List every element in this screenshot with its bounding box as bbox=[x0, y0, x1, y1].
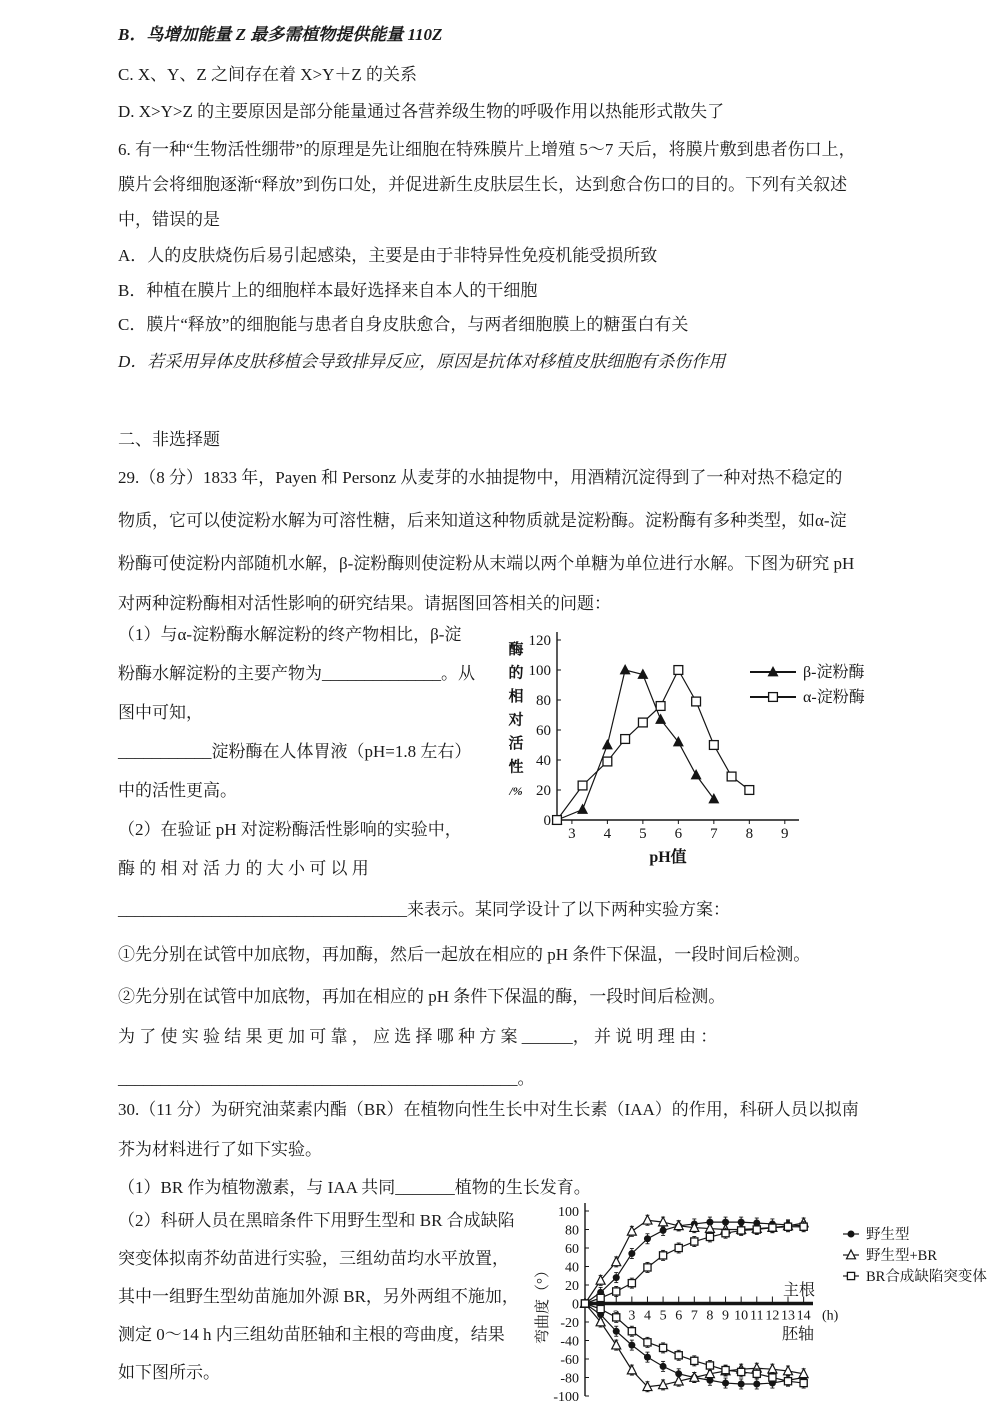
svg-text:80: 80 bbox=[536, 693, 551, 709]
svg-text:酶: 酶 bbox=[508, 642, 524, 658]
option-b-line: B．鸟增加能量 Z 最多需植物提供能量 110Z bbox=[118, 25, 443, 44]
svg-text:9: 9 bbox=[722, 1308, 730, 1324]
svg-text:4: 4 bbox=[603, 826, 612, 842]
svg-text:13: 13 bbox=[781, 1308, 796, 1324]
svg-text:40: 40 bbox=[565, 1260, 579, 1276]
svg-text:5: 5 bbox=[639, 826, 647, 842]
svg-text:4: 4 bbox=[643, 1308, 651, 1324]
svg-text:-40: -40 bbox=[560, 1334, 579, 1350]
q29-intro-line-3: 粉酶可使淀粉内部随机水解，β-淀粉酶则使淀粉从末端以两个单糖为单位进行水解。下图为研究 pH bbox=[118, 554, 855, 573]
q6-stem-line-1: 6. 有一种“生物活性绷带”的原理是先让细胞在特殊膜片上增殖 5～7 天后，将膜片敷到患者伤口上， bbox=[118, 140, 856, 159]
svg-text:7: 7 bbox=[690, 1308, 698, 1324]
q30-part2-line-2: 突变体拟南芥幼苗进行实验，三组幼苗均水平放置， bbox=[118, 1249, 509, 1268]
q29-plan1-line: ①先分别在试管中加底物，再加酶，然后一起放在相应的 pH 条件下保温，一段时间后检测。 bbox=[118, 945, 811, 964]
q6-stem-line-2: 膜片会将细胞逐渐“释放”到伤口处，并促进新生皮肤层生长，达到愈合伤口的目的。下列有关叙述 bbox=[118, 175, 848, 194]
ph-activity-chart bbox=[500, 618, 910, 866]
svg-text:胚轴: 胚轴 bbox=[782, 1326, 815, 1343]
svg-text:的: 的 bbox=[508, 665, 524, 682]
svg-text:100: 100 bbox=[558, 1205, 579, 1220]
svg-text:对: 对 bbox=[508, 712, 524, 729]
option-d-line: D. X>Y>Z 的主要原因是部分能量通过各营养级生物的呼吸作用以热能形式散失了 bbox=[118, 102, 725, 121]
svg-text:6: 6 bbox=[674, 826, 683, 842]
q6-option-a: A．人的皮肤烧伤后易引起感染，主要是由于非特异性免疫机能受损所致 bbox=[118, 246, 658, 265]
q6-option-b: B．种植在膜片上的细胞样本最好选择来自本人的干细胞 bbox=[118, 281, 538, 300]
q29-part1-line-3: 图中可知， bbox=[118, 703, 203, 722]
q29-part1-line-5: 中的活性更高。 bbox=[118, 781, 237, 800]
svg-text:3: 3 bbox=[568, 826, 576, 842]
q29-intro-line-2: 物质，它可以使淀粉水解为可溶性糖，后来知道这种物质就是淀粉酶。淀粉酶有多种类型，如α-淀 bbox=[118, 511, 847, 530]
svg-text:100: 100 bbox=[528, 663, 551, 679]
q30-part2-line-4: 测定 0～14 h 内三组幼苗胚轴和主根的弯曲度，结果 bbox=[118, 1325, 505, 1344]
svg-text:β-淀粉酶: β-淀粉酶 bbox=[803, 664, 865, 681]
q29-choose-line: 为 了 使 实 验 结 果 更 加 可 靠 ， 应 选 择 哪 种 方 案 ______， 并 说 明 理 由 ： bbox=[118, 1027, 718, 1046]
svg-text:0: 0 bbox=[543, 813, 551, 829]
q6-option-c: C．膜片“释放”的细胞能与患者自身皮肤愈合，与两者细胞膜上的糖蛋白有关 bbox=[118, 315, 689, 334]
q30-intro-line-2: 芥为材料进行了如下实验。 bbox=[118, 1140, 322, 1159]
svg-text:14: 14 bbox=[796, 1308, 811, 1324]
chart-svg bbox=[533, 1196, 992, 1403]
svg-text:-20: -20 bbox=[560, 1316, 579, 1331]
section-title: 二、非选择题 bbox=[118, 430, 220, 449]
q29-part1-line-4: ___________淀粉酶在人体胃液（pH=1.8 左右） bbox=[118, 742, 472, 761]
svg-text:20: 20 bbox=[536, 783, 551, 799]
q29-intro-line-4: 对两种淀粉酶相对活性影响的研究结果。请据图回答相关的问题： bbox=[118, 594, 611, 613]
q30-part2-line-1: （2）科研人员在黑暗条件下用野生型和 BR 合成缺陷 bbox=[118, 1211, 515, 1230]
svg-text:主根: 主根 bbox=[783, 1282, 816, 1299]
svg-text:/%: /% bbox=[509, 784, 523, 798]
svg-text:80: 80 bbox=[565, 1223, 579, 1239]
svg-text:5: 5 bbox=[659, 1308, 667, 1324]
svg-text:40: 40 bbox=[536, 753, 551, 769]
chart-svg bbox=[500, 618, 910, 866]
svg-text:11: 11 bbox=[750, 1308, 764, 1324]
q30-part2-line-3: 其中一组野生型幼苗施加外源 BR，另外两组不施加， bbox=[118, 1287, 519, 1306]
svg-text:120: 120 bbox=[528, 633, 551, 649]
svg-text:6: 6 bbox=[675, 1308, 683, 1324]
q29-part2-line-2: 酶 的 相 对 活 力 的 大 小 可 以 用 bbox=[118, 859, 369, 878]
q29-intro-line-1: 29.（8 分）1833 年，Payen 和 Personz 从麦芽的水抽提物中，用酒精沉淀得到了一种对热不稳定的 bbox=[118, 468, 843, 487]
svg-text:活: 活 bbox=[508, 736, 524, 752]
q29-part1-line-1: （1）与α-淀粉酶水解淀粉的终产物相比，β-淀 bbox=[118, 625, 462, 644]
svg-text:-100: -100 bbox=[553, 1390, 579, 1405]
q29-cont-line: __________________________________来表示。某同学设计了以下两种实验方案： bbox=[118, 900, 730, 919]
svg-text:8: 8 bbox=[706, 1308, 714, 1324]
svg-text:野生型+BR: 野生型+BR bbox=[866, 1248, 938, 1264]
svg-text:BR合成缺陷突变体: BR合成缺陷突变体 bbox=[866, 1269, 987, 1285]
svg-text:60: 60 bbox=[536, 723, 551, 739]
svg-text:3: 3 bbox=[628, 1308, 636, 1324]
q30-part2-line-5: 如下图所示。 bbox=[118, 1363, 220, 1382]
q6-stem-line-3: 中，错误的是 bbox=[118, 210, 220, 229]
q29-plan2-line: ②先分别在试管中加底物，再加在相应的 pH 条件下保温的酶，一段时间后检测。 bbox=[118, 987, 726, 1006]
bending-chart bbox=[533, 1196, 992, 1403]
svg-text:α-淀粉酶: α-淀粉酶 bbox=[803, 689, 865, 706]
q29-part2-line-1: （2）在验证 pH 对淀粉酶活性影响的实验中， bbox=[118, 820, 462, 839]
svg-text:7: 7 bbox=[710, 826, 718, 842]
q29-answer-blank-line: _______________________________________________。 bbox=[118, 1069, 535, 1088]
svg-text:(h): (h) bbox=[822, 1308, 839, 1324]
svg-text:0: 0 bbox=[572, 1297, 579, 1313]
q29-part1-line-2: 粉酶水解淀粉的主要产物为______________。从 bbox=[118, 664, 475, 683]
svg-text:60: 60 bbox=[565, 1242, 579, 1257]
q6-option-d: D．若采用异体皮肤移植会导致排异反应，原因是抗体对移植皮肤细胞有杀伤作用 bbox=[118, 352, 726, 371]
svg-text:20: 20 bbox=[565, 1279, 579, 1294]
svg-text:野生型: 野生型 bbox=[866, 1227, 910, 1243]
svg-text:相: 相 bbox=[508, 689, 524, 705]
q30-intro-line-1: 30.（11 分）为研究油菜素内酯（BR）在植物向性生长中对生长素（IAA）的作用，科研人员以拟南 bbox=[118, 1100, 859, 1119]
svg-text:-60: -60 bbox=[560, 1353, 579, 1368]
svg-text:10: 10 bbox=[734, 1308, 749, 1324]
svg-text:pH值: pH值 bbox=[649, 849, 687, 866]
svg-text:9: 9 bbox=[781, 826, 789, 842]
svg-text:-80: -80 bbox=[560, 1371, 579, 1387]
svg-text:8: 8 bbox=[745, 826, 754, 842]
svg-text:弯曲度（°）: 弯曲度（°） bbox=[535, 1263, 551, 1344]
svg-text:12: 12 bbox=[765, 1308, 780, 1324]
q30-part1-line: （1）BR 作为植物激素，与 IAA 共同_______植物的生长发育。 bbox=[118, 1178, 591, 1197]
option-c-line: C. X、Y、Z 之间存在着 X>Y＋Z 的关系 bbox=[118, 65, 418, 84]
svg-text:性: 性 bbox=[508, 759, 524, 776]
